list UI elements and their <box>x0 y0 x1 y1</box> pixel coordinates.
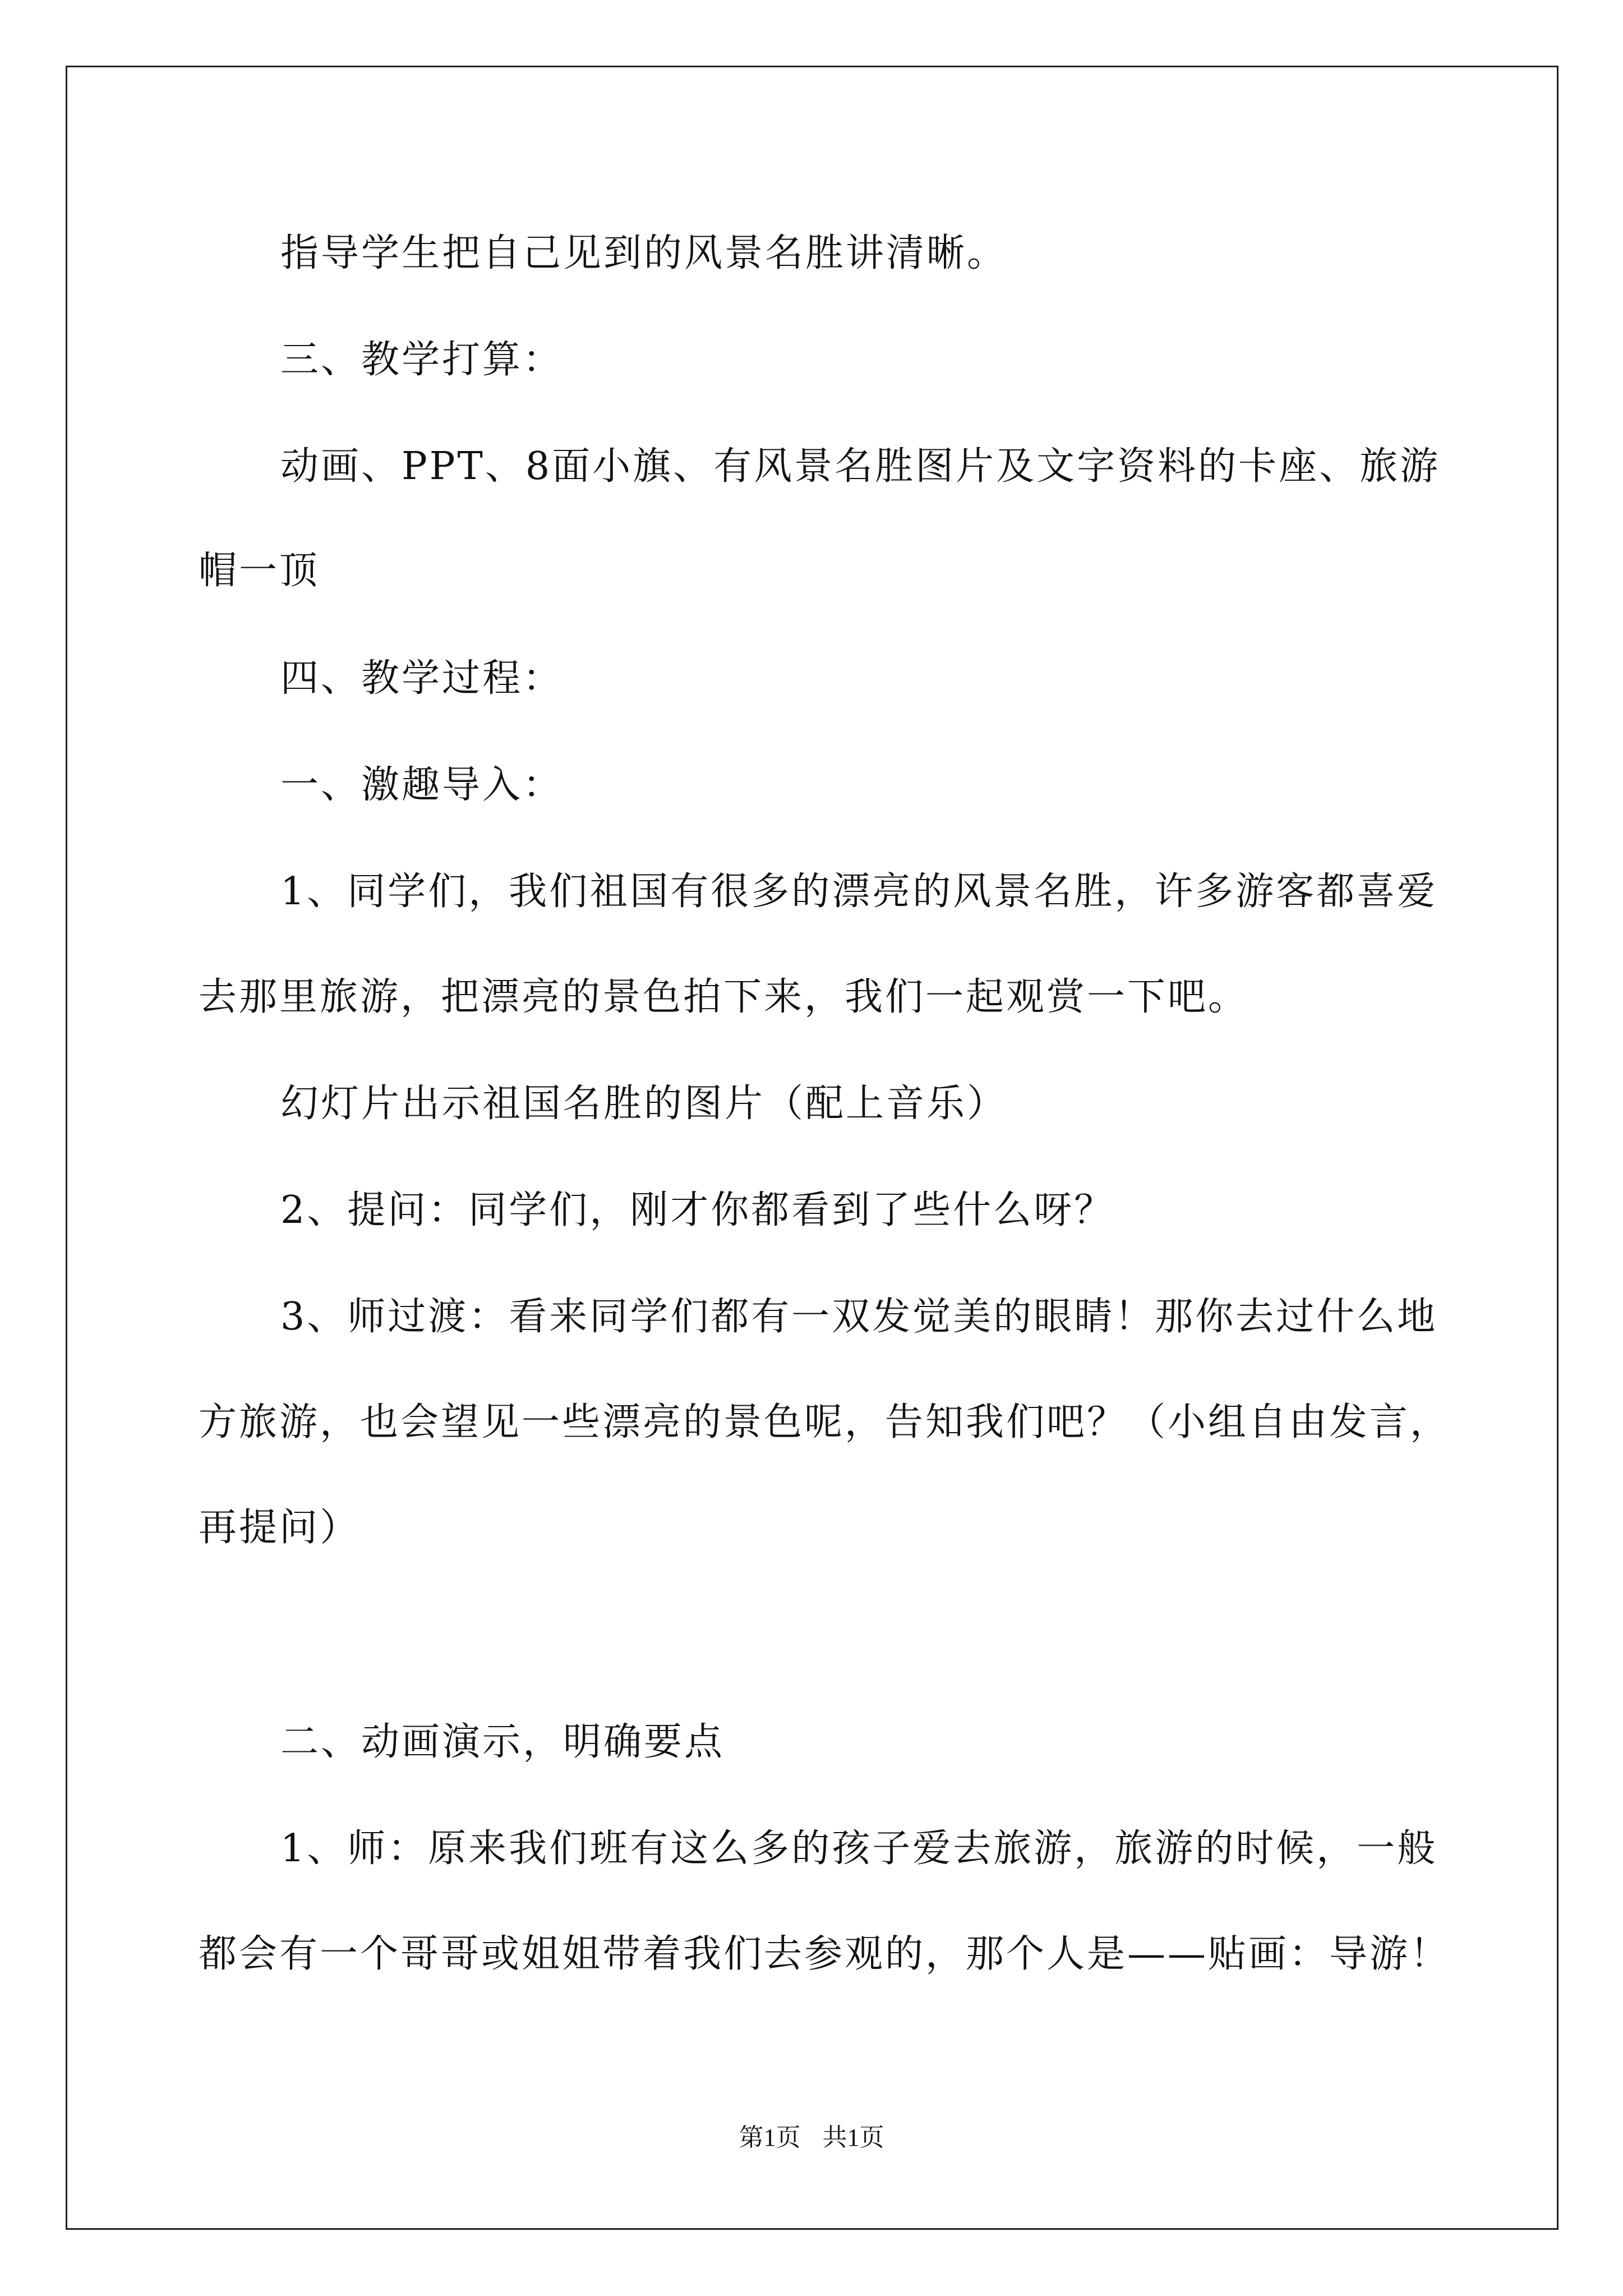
section-heading: 四、教学过程： <box>280 656 564 701</box>
section-heading: 三、教学打算： <box>280 338 564 382</box>
section-heading: 一、激趣导入： <box>280 763 564 807</box>
paragraph-line: 帽一顶 <box>199 549 320 593</box>
paragraph-line: 去那里旅游，把漂亮的景色拍下来，我们一起观赏一下吧。 <box>199 975 1249 1019</box>
paragraph-line: 1、同学们，我们祖国有很多的漂亮的风景名胜，许多游客都喜爱 <box>280 869 1438 914</box>
paragraph-line: 指导学生把自己见到的风景名胜讲清晰。 <box>280 231 1008 275</box>
page-footer <box>0 2124 1623 2152</box>
paragraph-line: 方旅游，也会望见一些漂亮的景色呢，告知我们吧？（小组自由发言， <box>199 1400 1451 1444</box>
paragraph-line: 动画、PPT、8面小旗、有风景名胜图片及文字资料的卡座、旅游 <box>280 444 1441 489</box>
section-heading: 二、动画演示，明确要点 <box>280 1720 725 1764</box>
paragraph-line: 2、提问：同学们，刚才你都看到了些什么呀？ <box>280 1188 1115 1232</box>
page-number: 第1页 <box>739 2124 801 2151</box>
page-total: 共1页 <box>822 2124 884 2151</box>
paragraph-line: 3、师过渡：看来同学们都有一双发觉美的眼睛！那你去过什么地 <box>280 1295 1438 1339</box>
page-border <box>66 66 1559 2230</box>
paragraph-line: 1、师：原来我们班有这么多的孩子爱去旅游，旅游的时候，一般 <box>280 1826 1438 1871</box>
paragraph-line: 幻灯片出示祖国名胜的图片（配上音乐） <box>280 1082 1008 1126</box>
paragraph-line: 再提问） <box>199 1506 361 1550</box>
paragraph-line: 都会有一个哥哥或姐姐带着我们去参观的，那个人是——贴画：导游！ <box>199 1932 1451 1976</box>
